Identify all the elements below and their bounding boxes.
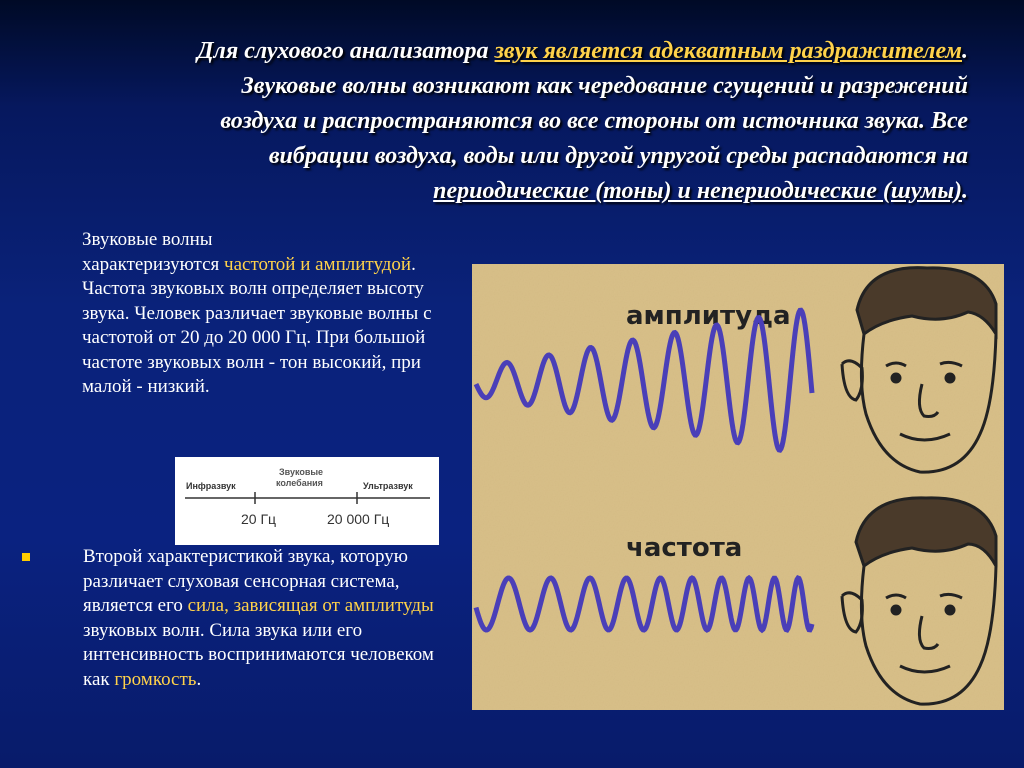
header-line-3: воздуха и распространяются во все стороны от источника звука. Все — [220, 108, 968, 134]
infrasound-label: Инфразвук — [186, 481, 236, 491]
frequency-range-diagram — [175, 457, 439, 545]
high-frequency-value: 20 000 Гц — [327, 511, 390, 527]
header-underlined-phrase-2: периодические (тоны) и непериодические (шумы) — [433, 178, 962, 204]
frequency-highlight: частотой и амплитудой — [224, 253, 412, 275]
slide-header — [40, 34, 968, 209]
low-frequency-value: 20 Гц — [241, 511, 277, 527]
sound-label-line-1: Звуковые — [279, 467, 324, 477]
loudness-text-1: Второй характеристикой звука, которую различает слуховая сенсорная система, является его — [83, 546, 408, 616]
loudness-highlight: сила, зависящая от амплитуды — [187, 595, 434, 616]
bullet-marker — [22, 553, 30, 561]
sound-wave-illustration — [472, 264, 1004, 710]
header-underlined-phrase-1: звук является адекватным раздражителем — [494, 38, 962, 64]
header-prefix: Для слухового анализатора — [197, 38, 495, 64]
frequency-paragraph-start: Звуковые волны — [82, 229, 213, 250]
frequency-text-2: . Частота звуковых волн определяет высоту звука. Человек различает звуковые волны с частотой от 20 до 20 000 Гц. При большой частоте звуковых волн - тон высокий, при малой - низкий. — [82, 253, 432, 397]
loudness-highlight-2: громкость — [114, 668, 197, 690]
header-line-2: Звуковые волны возникают как чередование сгущений и разрежений — [241, 73, 968, 99]
loudness-paragraph — [83, 545, 463, 692]
frequency-axis — [175, 457, 439, 545]
header-period: . — [962, 38, 968, 64]
illustration-drawing — [472, 264, 1004, 710]
frequency-label: частота — [626, 533, 743, 563]
frequency-paragraph-body — [62, 253, 462, 400]
header-end: . — [962, 178, 968, 204]
sound-label-line-2: колебания — [276, 478, 323, 488]
loudness-text-3: . — [196, 668, 202, 690]
frequency-text-1: характеризуются — [82, 253, 225, 275]
header-line-4: вибрации воздуха, воды или другой упругой среды распадаются на — [268, 143, 968, 169]
frequency-paragraph — [62, 228, 462, 400]
amplitude-label: амплитуда — [626, 301, 791, 331]
ultrasound-label: Ультразвук — [363, 481, 413, 491]
loudness-text-2: звуковых волн. Сила звука или его интенсивность воспринимаются человеком как — [83, 619, 434, 690]
